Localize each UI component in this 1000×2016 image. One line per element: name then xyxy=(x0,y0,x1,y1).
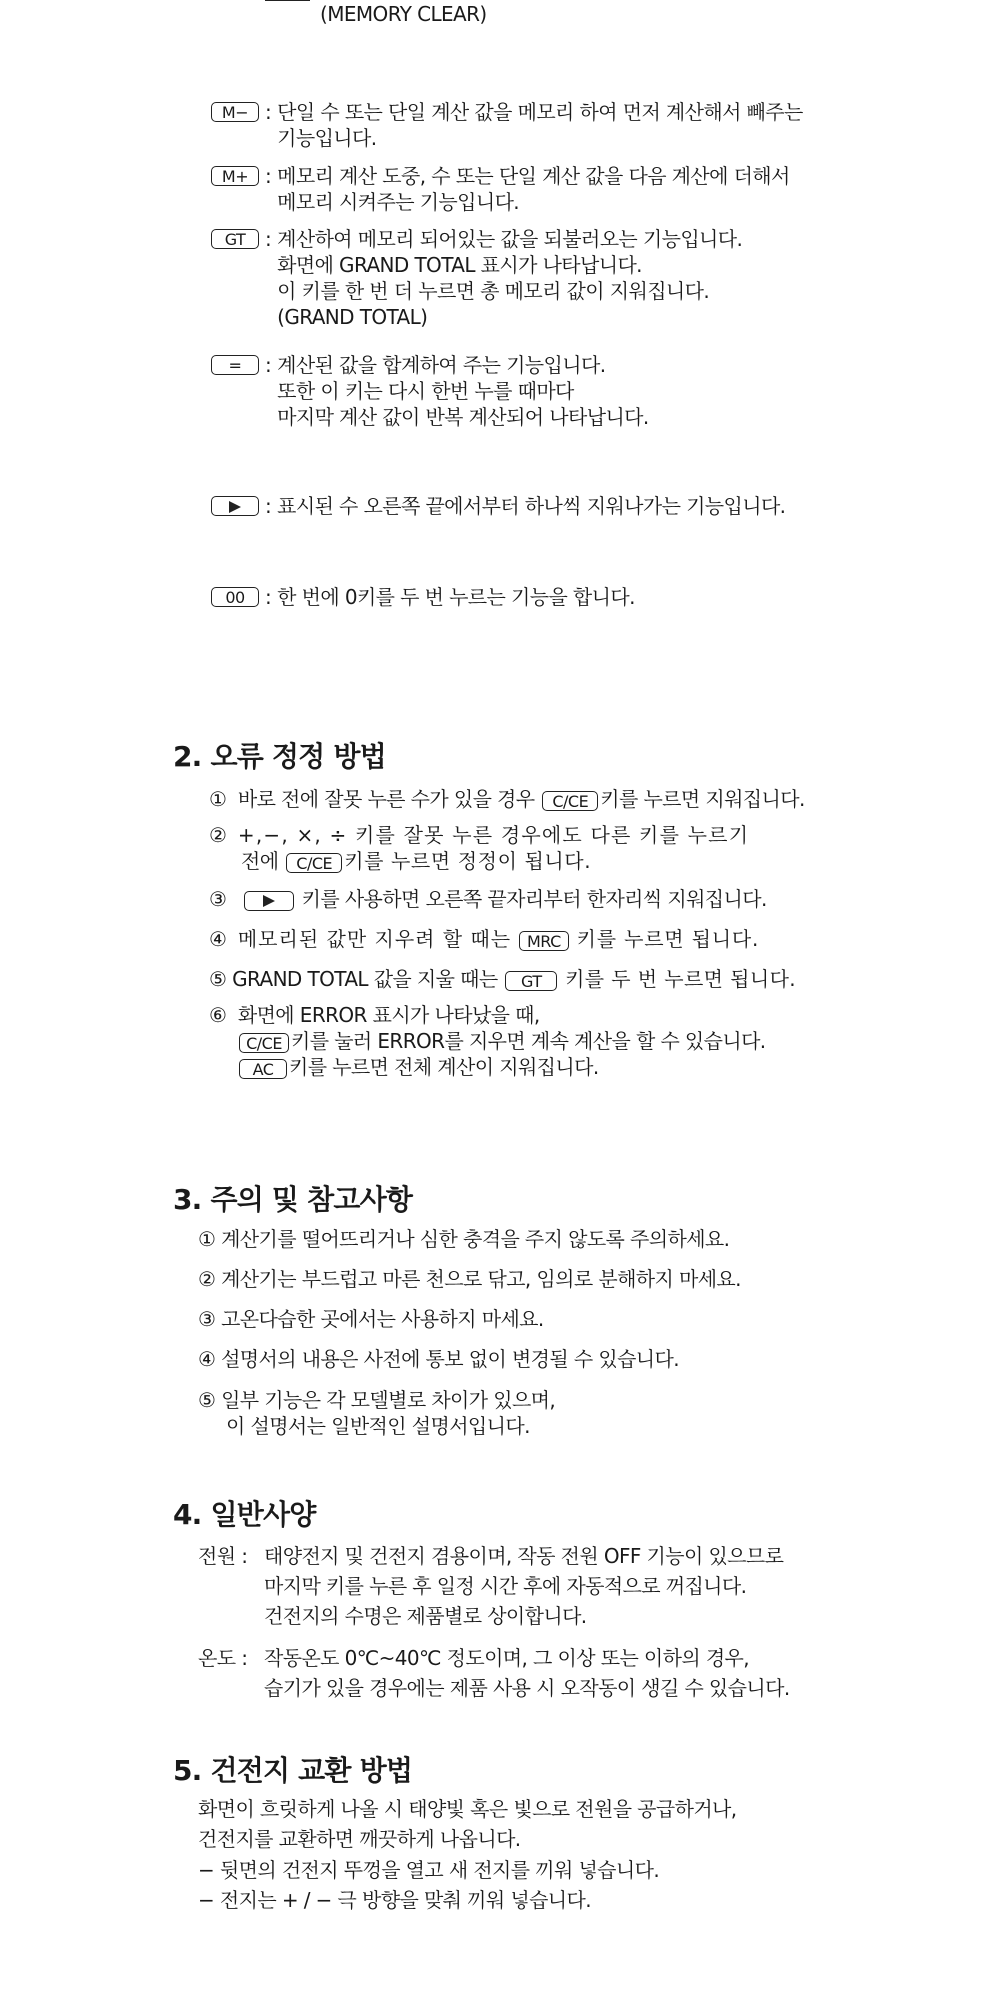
section-3-item-2: ② 계산기는 부드럽고 마른 천으로 닦고, 임의로 분해하지 마세요. xyxy=(198,1267,741,1291)
m-minus-desc-1: 단일 수 또는 단일 계산 값을 메모리 하여 먼저 계산해서 빼주는 xyxy=(277,100,803,124)
key-gt-row: GT : 계산하여 메모리 되어있는 값을 되불러오는 기능입니다. 화면에 GRAND TOTAL 표시가 나타납니다. 이 키를 한 번 더 누르면 총 메모리 값이 지워집니다. (GRAND TOTAL) xyxy=(209,226,742,330)
section-5-heading: 5. 건전지 교환 방법 xyxy=(173,1754,413,1787)
section-3-item-5-cont: 이 설명서는 일반적인 설명서입니다. xyxy=(226,1414,530,1438)
backspace-key xyxy=(211,496,259,516)
c-ce-key: C/CE xyxy=(542,791,598,811)
gt-desc-4: (GRAND TOTAL) xyxy=(277,305,428,329)
section-3-heading: 3. 주의 및 참고사항 xyxy=(173,1183,413,1216)
play-triangle-icon xyxy=(263,895,275,907)
section-3-item-1: ① 계산기를 떨어뜨리거나 심한 충격을 주지 않도록 주의하세요. xyxy=(198,1227,730,1251)
m-minus-desc-2: 기능입니다. xyxy=(277,126,377,150)
double-zero-desc-1: 한 번에 0키를 두 번 누르는 기능을 합니다. xyxy=(277,585,635,609)
section-2-item-6: ⑥ 화면에 ERROR 표시가 나타났을 때, C/CE 키를 눌러 ERROR를 지우면 계속 계산을 할 수 있습니다. AC 키를 누르면 전체 계산이 지워집니다. xyxy=(209,1003,766,1079)
mrc-key: MRC xyxy=(519,931,569,951)
section-2-item-5: ⑤ GRAND TOTAL 값을 지울 때는 GT 키를 두 번 누르면 됩니다. xyxy=(209,967,797,991)
m-plus-desc-1: 메모리 계산 도중, 수 또는 단일 계산 값을 다음 계산에 더해서 xyxy=(277,164,790,188)
section-5-line-3: − 뒷면의 건전지 뚜껑을 열고 새 전지를 끼워 넣습니다. xyxy=(198,1858,660,1882)
key-equals-row: = : 계산된 값을 합계하여 주는 기능입니다. 또한 이 키는 다시 한번 누를 때마다 마지막 계산 값이 반복 계산되어 나타납니다. xyxy=(209,352,649,430)
key-m-minus-row: M− : 단일 수 또는 단일 계산 값을 메모리 하여 먼저 계산해서 빼주는 기능입니다. xyxy=(209,99,803,151)
equals-desc-2: 또한 이 키는 다시 한번 누를 때마다 xyxy=(277,379,574,403)
section-5-line-4: − 전지는 + / − 극 방향을 맞춰 끼워 넣습니다. xyxy=(198,1888,591,1912)
gt-key: GT xyxy=(211,229,259,249)
gt-desc-1: 계산하여 메모리 되어있는 값을 되불러오는 기능입니다. xyxy=(277,227,743,251)
play-triangle-icon xyxy=(229,501,241,513)
ac-key: AC xyxy=(239,1059,287,1079)
c-ce-key: C/CE xyxy=(239,1033,289,1053)
equals-desc-3: 마지막 계산 값이 반복 계산되어 나타납니다. xyxy=(277,405,649,429)
gt-key: GT xyxy=(505,971,557,991)
equals-desc-1: 계산된 값을 합계하여 주는 기능입니다. xyxy=(277,353,606,377)
key-m-plus-row: M+ : 메모리 계산 도중, 수 또는 단일 계산 값을 다음 계산에 더해서 메모리 시켜주는 기능입니다. xyxy=(209,163,790,215)
section-5-line-2: 건전지를 교환하면 깨끗하게 나옵니다. xyxy=(198,1827,521,1851)
memory-clear-label: (MEMORY CLEAR) xyxy=(320,2,487,26)
section-2-item-2: ② +,−, ×, ÷ 키를 잘못 누른 경우에도 다른 키를 누르기 전에 C/CE 키를 누르면 정정이 됩니다. xyxy=(209,823,750,873)
key-00-row: 00 : 한 번에 0키를 두 번 누르는 기능을 합니다. xyxy=(209,584,635,610)
section-4-heading: 4. 일반사양 xyxy=(173,1498,316,1531)
temperature-label: 온도 : xyxy=(198,1646,248,1670)
section-5-line-1: 화면이 흐릿하게 나올 시 태양빛 혹은 빛으로 전원을 공급하거나, xyxy=(198,1797,737,1821)
equals-key: = xyxy=(211,355,259,375)
section-2-heading: 2. 오류 정정 방법 xyxy=(173,740,386,773)
backspace-key xyxy=(244,891,294,911)
divider-line xyxy=(265,0,310,1)
m-minus-key: M− xyxy=(211,102,259,122)
gt-desc-3: 이 키를 한 번 더 누르면 총 메모리 값이 지워집니다. xyxy=(277,279,710,303)
section-3-item-4: ④ 설명서의 내용은 사전에 통보 없이 변경될 수 있습니다. xyxy=(198,1347,679,1371)
power-spec: 전원 : 태양전지 및 건전지 겸용이며, 작동 전원 OFF 기능이 있으므로 마지막 키를 누른 후 일정 시간 후에 자동적으로 꺼집니다. 건전지의 수명은 제품별로 상이합니다. xyxy=(198,1544,784,1628)
m-plus-key: M+ xyxy=(211,166,259,186)
key-arrow-row: : 표시된 수 오른쪽 끝에서부터 하나씩 지워나가는 기능입니다. xyxy=(209,493,785,519)
power-label: 전원 : xyxy=(198,1544,248,1568)
temperature-spec: 온도 : 작동온도 0℃~40℃ 정도이며, 그 이상 또는 이하의 경우, 습기가 있을 경우에는 제품 사용 시 오작동이 생길 수 있습니다. xyxy=(198,1646,790,1700)
arrow-desc-1: 표시된 수 오른쪽 끝에서부터 하나씩 지워나가는 기능입니다. xyxy=(277,494,786,518)
section-2-item-3: ③ 키를 사용하면 오른쪽 끝자리부터 한자리씩 지워집니다. xyxy=(209,887,767,911)
section-3-item-3: ③ 고온다습한 곳에서는 사용하지 마세요. xyxy=(198,1307,544,1331)
double-zero-key: 00 xyxy=(211,587,259,607)
c-ce-key: C/CE xyxy=(286,853,342,873)
m-plus-desc-2: 메모리 시켜주는 기능입니다. xyxy=(277,190,520,214)
gt-desc-2: 화면에 GRAND TOTAL 표시가 나타납니다. xyxy=(277,253,642,277)
section-2-item-1: ① 바로 전에 잘못 누른 수가 있을 경우 C/CE 키를 누르면 지워집니다. xyxy=(209,787,805,811)
section-2-item-4: ④ 메모리된 값만 지우려 할 때는 MRC 키를 누르면 됩니다. xyxy=(209,927,760,951)
section-3-item-5: ⑤ 일부 기능은 각 모델별로 차이가 있으며, xyxy=(198,1388,556,1412)
